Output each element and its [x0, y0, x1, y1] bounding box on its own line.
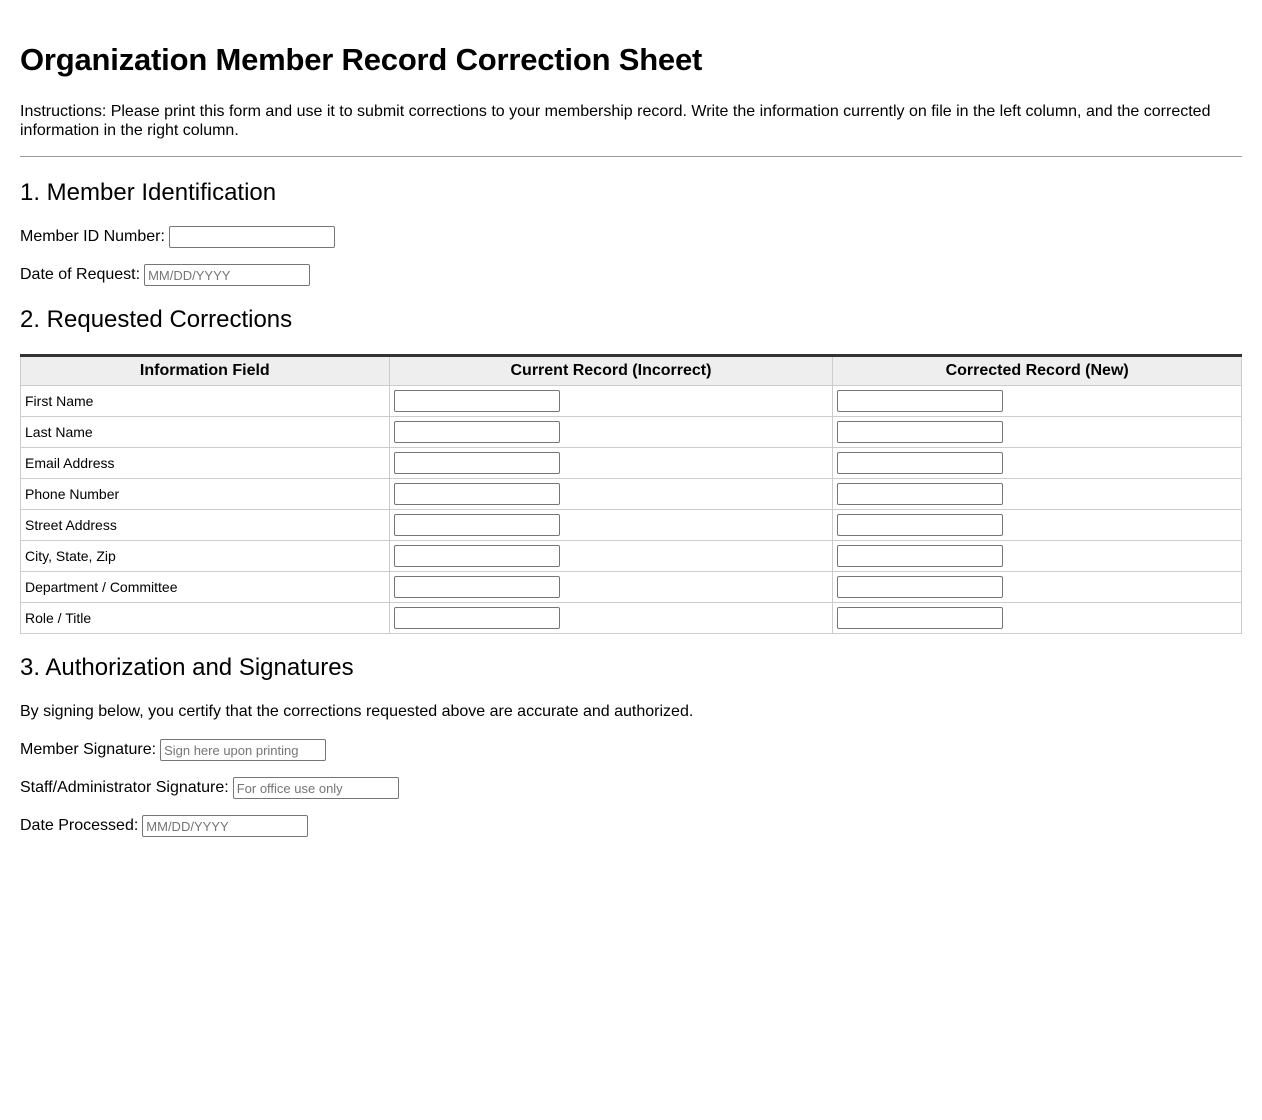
- row-label: City, State, Zip: [21, 541, 390, 572]
- corrected-cell: [833, 603, 1242, 634]
- member-signature-input[interactable]: [160, 739, 326, 761]
- instructions-text: Instructions: Please print this form and use it to submit corrections to your membership record. Write the information currently on file in the left column, and the corrected information in the right column.: [20, 103, 1211, 139]
- current-cell: [389, 603, 833, 634]
- corrected-cell: [833, 572, 1242, 603]
- corrected-phone-input[interactable]: [837, 483, 1003, 505]
- table-row: [21, 510, 1242, 541]
- current-cell: [389, 572, 833, 603]
- table-row: [21, 541, 1242, 572]
- corrected-cell: [833, 510, 1242, 541]
- current-city-state-zip-input[interactable]: [394, 545, 560, 567]
- column-header-current: Current Record (Incorrect): [389, 356, 833, 386]
- current-first-name-input[interactable]: [394, 390, 560, 412]
- corrected-cell: [833, 448, 1242, 479]
- table-row: [21, 572, 1242, 603]
- certification-text: By signing below, you certify that the corrections requested above are accurate and authorized.: [20, 703, 694, 720]
- corrected-role-input[interactable]: [837, 607, 1003, 629]
- table-row: [21, 603, 1242, 634]
- member-signature-label: Member Signature:: [20, 741, 157, 758]
- page-title: Organization Member Record Correction Sheet: [20, 42, 703, 77]
- current-last-name-input[interactable]: [394, 421, 560, 443]
- current-cell: [389, 541, 833, 572]
- corrected-city-state-zip-input[interactable]: [837, 545, 1003, 567]
- current-cell: [389, 510, 833, 541]
- row-label: Last Name: [21, 417, 390, 448]
- current-role-input[interactable]: [394, 607, 560, 629]
- date-processed-input[interactable]: [142, 815, 308, 837]
- corrected-street-input[interactable]: [837, 514, 1003, 536]
- member-signature-row: [20, 739, 1242, 761]
- table-row: [21, 417, 1242, 448]
- table-row: [21, 479, 1242, 510]
- corrected-email-input[interactable]: [837, 452, 1003, 474]
- current-cell: [389, 448, 833, 479]
- member-id-row: [20, 226, 1242, 248]
- corrected-cell: [833, 479, 1242, 510]
- date-processed-row: [20, 815, 1242, 837]
- current-phone-input[interactable]: [394, 483, 560, 505]
- divider: [20, 156, 1242, 157]
- staff-signature-input[interactable]: [233, 777, 399, 799]
- section-heading-authorization: 3. Authorization and Signatures: [20, 654, 354, 681]
- corrected-cell: [833, 541, 1242, 572]
- corrected-department-input[interactable]: [837, 576, 1003, 598]
- date-of-request-row: [20, 264, 1242, 286]
- row-label: First Name: [21, 386, 390, 417]
- member-id-label: Member ID Number:: [20, 228, 165, 245]
- member-id-input[interactable]: [169, 226, 335, 248]
- row-label: Phone Number: [21, 479, 390, 510]
- date-of-request-label: Date of Request:: [20, 266, 141, 283]
- staff-signature-row: [20, 777, 1242, 799]
- section-heading-identification: 1. Member Identification: [20, 179, 277, 206]
- date-of-request-input[interactable]: [144, 264, 310, 286]
- row-label: Role / Title: [21, 603, 390, 634]
- corrections-table: [20, 354, 1242, 634]
- date-processed-label: Date Processed:: [20, 817, 139, 834]
- column-header-field: Information Field: [21, 356, 390, 386]
- corrected-last-name-input[interactable]: [837, 421, 1003, 443]
- staff-signature-label: Staff/Administrator Signature:: [20, 779, 229, 796]
- current-street-input[interactable]: [394, 514, 560, 536]
- corrected-cell: [833, 386, 1242, 417]
- corrected-cell: [833, 417, 1242, 448]
- current-cell: [389, 479, 833, 510]
- table-row: [21, 448, 1242, 479]
- row-label: Email Address: [21, 448, 390, 479]
- current-department-input[interactable]: [394, 576, 560, 598]
- row-label: Department / Committee: [21, 572, 390, 603]
- current-cell: [389, 417, 833, 448]
- corrected-first-name-input[interactable]: [837, 390, 1003, 412]
- current-email-input[interactable]: [394, 452, 560, 474]
- row-label: Street Address: [21, 510, 390, 541]
- table-row: [21, 386, 1242, 417]
- current-cell: [389, 386, 833, 417]
- column-header-corrected: Corrected Record (New): [833, 356, 1242, 386]
- section-heading-corrections: 2. Requested Corrections: [20, 306, 293, 333]
- table-header-row: [21, 356, 1242, 386]
